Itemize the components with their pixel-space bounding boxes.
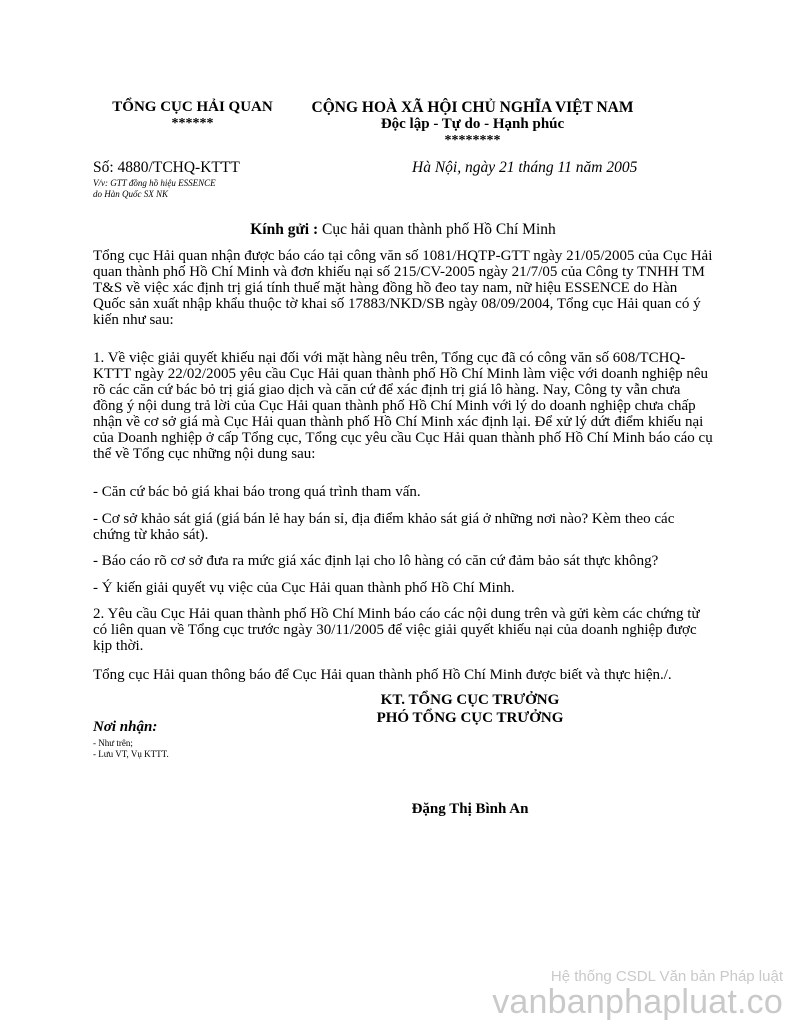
place-date: Hà Nội, ngày 21 tháng 11 năm 2005 xyxy=(412,159,638,176)
paragraph-1: 1. Về việc giải quyết khiếu nại đối với mặt hàng nêu trên, Tổng cục đã có công văn số 608/TCHQ-KTTT ngày 22/02/2005 yêu cầu Cục Hải quan thành phố Hồ Chí Minh làm việc với doanh nghiệp nêu rõ các căn cứ bác bỏ trị giá giao dịch và căn cứ để xác định trị giá lô hàng. Nay, Công ty vẫn chưa đồng ý nội dung trả lời của Cục Hải quan thành phố Hồ Chí Minh với lý do doanh nghiệp chưa chấp nhận về cơ sở giá mà Cục Hải quan thành phố Hồ Chí Minh xác định lại. Để xử lý dứt điểm khiếu nại của Doanh nghiệp ở cấp Tổng cục, Tổng cục yêu cầu Cục Hải quan thành phố Hồ Chí Minh báo cáo cụ thể về Tổng cục những nội dung sau: xyxy=(93,350,713,462)
nation-title: CỘNG HOÀ XÃ HỘI CHỦ NGHĨA VIỆT NAM xyxy=(311,99,634,116)
subject-line-2: do Hàn Quốc SX NK xyxy=(93,189,168,199)
recipient-name: Cục hải quan thành phố Hồ Chí Minh xyxy=(321,221,556,238)
recipient-line xyxy=(93,221,713,239)
paragraph-bullet-2: - Cơ sở khảo sát giá (giá bán lẻ hay bán sỉ, địa điểm khảo sát giá ở những nơi nào? Kèm theo các chứng từ khảo sát). xyxy=(93,511,675,543)
paragraph-closing: Tổng cục Hải quan thông báo để Cục Hải quan thành phố Hồ Chí Minh được biết và thực hiện./. xyxy=(93,667,672,683)
motto-stars: ******** xyxy=(444,133,501,148)
paragraph-2: 2. Yêu cầu Cục Hải quan thành phố Hồ Chí Minh báo cáo các nội dung trên và gửi kèm các chứng từ có liên quan về Tổng cục trước ngày 30/11/2005 để việc giải quyết khiếu nại của doanh nghiệp được kịp thời. xyxy=(93,606,700,654)
distribution-item: - Như trên; xyxy=(93,738,133,748)
signer-name: Đặng Thị Bình An xyxy=(411,801,529,817)
document-number: Số: 4880/TCHQ-KTTT xyxy=(93,159,240,176)
distribution-item: - Lưu VT, Vụ KTTT. xyxy=(93,749,169,759)
paragraph-intro: Tổng cục Hải quan nhận được báo cáo tại công văn số 1081/HQTP-GTT ngày 21/05/2005 của Cục Hải quan thành phố Hồ Chí Minh và đơn khiếu nại số 215/CV-2005 ngày 21/7/05 của Công ty TNHH TM T&S về việc xác định trị giá tính thuế mặt hàng đồng hồ đeo tay nam, nữ hiệu ESSENCE do Hàn Quốc sản xuất nhập khẩu thuộc tờ khai số 17883/NKD/SB ngày 08/09/2004, Tổng cục Hải quan có ý kiến như sau: xyxy=(93,248,713,328)
watermark-line-1: Hệ thống CSDL Văn bản Pháp luật xyxy=(550,968,783,985)
paragraph-bullet-1: - Căn cứ bác bỏ giá khai báo trong quá trình tham vấn. xyxy=(93,484,421,500)
signature-title-2: PHÓ TỔNG CỤC TRƯỞNG xyxy=(376,710,564,726)
agency-stars: ****** xyxy=(171,116,214,131)
paragraph-bullet-4: - Ý kiến giải quyết vụ việc của Cục Hải quan thành phố Hồ Chí Minh. xyxy=(93,580,515,596)
paragraph-bullet-3: - Báo cáo rõ cơ sở đưa ra mức giá xác định lại cho lô hàng có căn cứ đảm bảo sát thực không? xyxy=(93,553,659,569)
distribution-label: Nơi nhận: xyxy=(93,719,158,735)
recipient-label: Kính gửi : xyxy=(250,221,319,238)
agency-name: TỔNG CỤC HẢI QUAN xyxy=(112,99,273,115)
subject-line-1: V/v: GTT đồng hồ hiệu ESSENCE xyxy=(93,178,216,188)
signature-title-1: KT. TỔNG CỤC TRƯỞNG xyxy=(380,692,560,708)
nation-motto: Độc lập - Tự do - Hạnh phúc xyxy=(380,116,565,132)
watermark-line-2: vanbanphapluat.co xyxy=(492,983,783,1021)
